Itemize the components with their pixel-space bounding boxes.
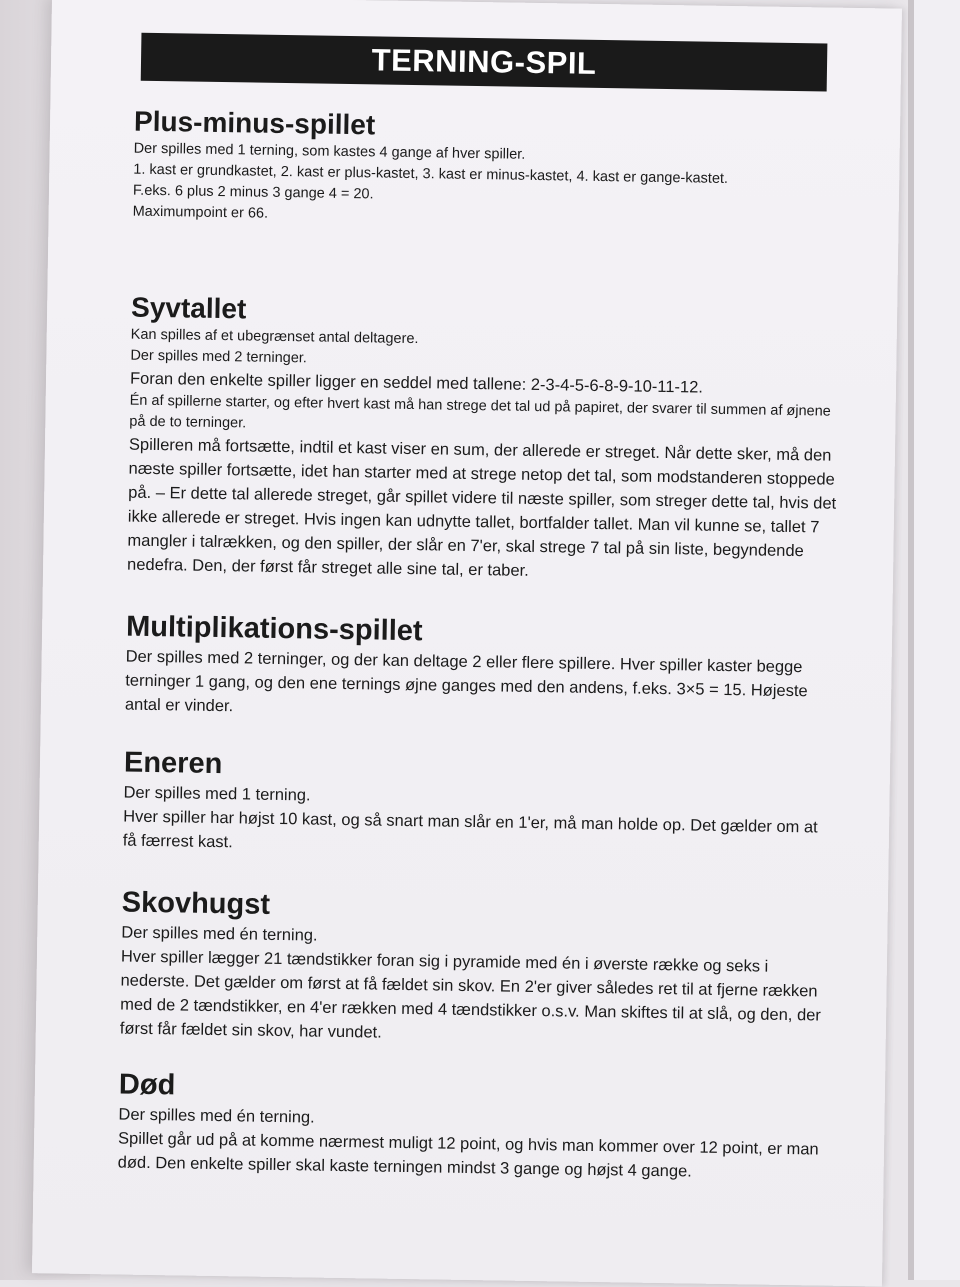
section-heading: Multiplikations-spillet — [125, 610, 423, 648]
section-body — [125, 645, 838, 728]
paragraph: Der spilles med én terning. — [118, 1105, 315, 1127]
section-doed — [118, 1067, 832, 1186]
paragraph: Hver spiller lægger 21 tændstikker foran sig i pyramide med én i øverste række og seks i nederste. Det gælder om først at få fældet sin skov. En 2'er giver således ret til at fjerne rækken med de 2 tændstikker, en 4'er rækken med 4 tændstikker o.s.v. Man skiftes til at slå, og den, der først får fældet sin skov, har vundet. — [119, 947, 822, 1042]
paragraph: 1. kast er grundkastet, 2. kast er plus-kastet, 3. kast er minus-kastet, 4. kast er gange-kastet. — [133, 161, 729, 187]
paragraph: Hver spiller har højst 10 kast, og så snart man slår en 1'er, må man holde op. Det gælder om at få færrest kast. — [122, 807, 818, 852]
section-heading: Skovhugst — [121, 886, 271, 921]
paragraph: F.eks. 6 plus 2 minus 3 gange 4 = 20. — [132, 182, 374, 203]
section-body — [118, 1103, 831, 1186]
paragraph: Én af spillerne starter, og efter hvert kast må han strege det tal ud på papiret, der svarer til summen af øjnene på de to terninger. — [129, 392, 831, 432]
section-body — [123, 781, 836, 864]
facing-page-edge — [914, 0, 960, 1280]
paragraph: Der spilles med 2 terninger. — [130, 347, 308, 367]
paragraph: Der spilles med 1 terning, som kastes 4 gange af hver spiller. — [133, 140, 526, 163]
section-heading: Syvtallet — [130, 291, 247, 325]
paragraph: Foran den enkelte spiller ligger en seddel med tallene: 2-3-4-5-6-8-9-10-11-12. — [129, 369, 704, 397]
section-heading: Eneren — [123, 746, 223, 781]
section-eneren — [123, 745, 837, 864]
paragraph: Der spilles med én terning. — [121, 923, 318, 945]
booklet-page — [32, 0, 902, 1287]
section-plus-minus — [132, 105, 729, 232]
section-body — [132, 139, 728, 232]
section-skovhugst — [120, 885, 834, 1052]
section-heading: Død — [118, 1068, 176, 1102]
section-body — [120, 921, 834, 1052]
paragraph: Kan spilles af et ubegrænset antal deltagere. — [130, 326, 419, 348]
paragraph: Spillet går ud på at komme nærmest muligt 12 point, og hvis man kommer over 12 point, er man død. Den enkelte spiller skal kaste terningen mindst 3 gange og højst 4 gange. — [117, 1129, 819, 1181]
paragraph: Maximumpoint er 66. — [132, 203, 269, 222]
section-body — [127, 325, 843, 588]
section-heading: Plus-minus-spillet — [133, 105, 376, 141]
paragraph: Der spilles med 2 terninger, og der kan deltage 2 eller flere spillere. Hver spiller kaster begge terninger 1 gang, og den ene ternings øjne ganges med den andens, f.eks. 3×5 = 15. Højeste antal er vinder. — [124, 647, 808, 716]
paragraph: Der spilles med 1 terning. — [123, 783, 311, 805]
page-title: TERNING-SPIL — [141, 33, 828, 92]
section-syvtallet — [127, 291, 843, 588]
page-content — [117, 105, 846, 1181]
paragraph: Spilleren må fortsætte, indtil et kast viser en sum, der allerede er streget. Når dette sker, må den næste spiller fortsætte, idet han starter med at strege netop det tal, som modstanderen stoppede på. – Er dette tal allerede streget, går spillet videre til næste spiller, som streger dette tal, hvis det ikke allerede er streget. Hvis ingen kan udnytte tallet, bortfalder tallet. Man vil kunne se, tallet 7 mangler i talrækken, og den spiller, der slår en 7'er, skal strege 7 tal på sin liste, begyndende nedefra. Den, der først får streget alle sine tal, er taber. — [126, 435, 837, 580]
section-multiplikation — [125, 609, 839, 728]
